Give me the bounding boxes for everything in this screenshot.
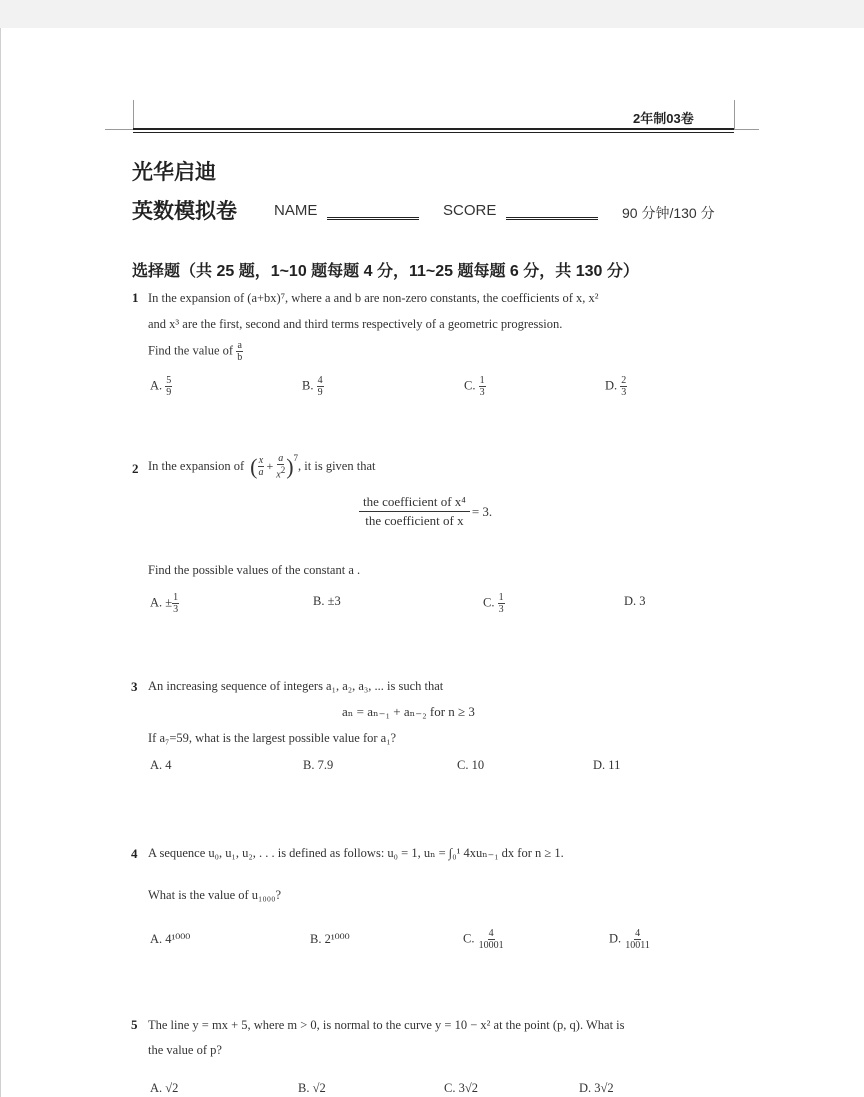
question-text-line: A sequence u₀, u₁, u₂, . . . is defined as follows: u₀ = 1, uₙ = ∫₀¹ 4xuₙ₋₁ dx for n ≥ 1.: [148, 846, 564, 860]
option-label: A.: [150, 1081, 163, 1095]
name-label: NAME: [274, 202, 318, 219]
score-blank: [506, 214, 598, 220]
answer-option-a[interactable]: [150, 1081, 178, 1096]
option-label: D.: [624, 594, 637, 608]
option-label: A.: [150, 595, 163, 610]
question-prompt: In the expansion of: [148, 459, 245, 474]
option-value: 3√2: [458, 1081, 478, 1095]
fraction-numerator: a: [237, 340, 242, 351]
option-fraction: [498, 592, 505, 615]
option-value: 7.9: [317, 758, 334, 772]
option-value: 4: [165, 758, 172, 772]
option-label: B.: [298, 1081, 310, 1095]
question-text-line: The line y = mx + 5, where m > 0, is normal to the curve y = 10 − x² at the point (p, q). What is: [148, 1018, 625, 1032]
answer-option-a[interactable]: [150, 375, 172, 398]
answer-option-d[interactable]: [605, 375, 627, 398]
fraction-numerator: 5: [166, 375, 172, 386]
fraction-denominator: 10011: [625, 940, 650, 951]
school-name: 光华启迪: [132, 161, 216, 184]
fraction-numerator: 4: [635, 928, 641, 939]
fraction-denominator: 9: [166, 387, 172, 398]
option-label: C.: [457, 758, 469, 772]
option-label: B.: [313, 594, 325, 608]
answer-option-d[interactable]: [624, 594, 646, 609]
fraction-denominator: 3: [498, 604, 504, 615]
option-label: C.: [463, 931, 475, 946]
option-label: A.: [150, 758, 163, 772]
fraction-numerator: 1: [498, 592, 504, 603]
fraction-a-over-b: [236, 340, 243, 363]
running-header: 2年制03卷: [633, 111, 694, 126]
option-value: 4¹⁰⁰⁰: [165, 932, 191, 946]
option-label: C.: [444, 1081, 456, 1095]
fraction-numerator: 2: [621, 375, 627, 386]
option-value: 10: [471, 758, 485, 772]
header-rule-thick: [133, 128, 734, 130]
coefficient-ratio-formula: [359, 494, 492, 529]
formula-numerator: the coefficient of x⁴: [359, 494, 470, 512]
formula-denominator: the coefficient of x: [365, 513, 464, 528]
fraction-numerator: 1: [479, 375, 485, 386]
answer-option-a[interactable]: [150, 592, 179, 615]
fraction-denominator: 3: [621, 387, 627, 398]
question-prompt: Find the value of: [148, 343, 234, 358]
answer-option-c[interactable]: [457, 758, 484, 773]
option-label: C.: [483, 595, 495, 610]
answer-option-d[interactable]: [593, 758, 620, 773]
question-number: 2: [132, 461, 139, 476]
option-label: A.: [150, 932, 163, 946]
name-blank: [327, 214, 419, 220]
crop-mark-right-horizontal: [735, 129, 759, 130]
option-label: B.: [310, 932, 322, 946]
answer-option-c[interactable]: [464, 375, 486, 398]
fraction-numerator: 4: [488, 928, 494, 939]
question-text-line: An increasing sequence of integers a₁, a₂, a₃, ... is such that: [148, 679, 444, 693]
question-number: 4: [131, 846, 138, 861]
answer-option-a[interactable]: [150, 758, 172, 773]
option-value: 11: [608, 758, 621, 772]
question-text-line: and x³ are the first, second and third terms respectively of a geometric progression.: [148, 317, 563, 331]
fraction-denominator: 3: [479, 387, 485, 398]
option-label: D.: [605, 378, 618, 393]
option-value: 3√2: [594, 1081, 614, 1095]
option-label: D.: [593, 758, 606, 772]
answer-option-c[interactable]: [483, 592, 505, 615]
option-value: √2: [312, 1081, 326, 1095]
option-label: D.: [579, 1081, 592, 1095]
header-rule-thin: [133, 132, 734, 133]
time-and-total-score: 90 分钟/130 分: [622, 205, 715, 221]
option-value: √2: [165, 1081, 179, 1095]
question-number: 1: [132, 290, 139, 305]
option-fraction: [478, 928, 505, 951]
option-value: ±3: [327, 594, 341, 608]
option-fraction: [165, 375, 172, 398]
question-text-line: In the expansion of (a+bx)⁷, where a and b are non-zero constants, the coefficients of x, x²: [148, 291, 599, 305]
fraction-denominator: 10001: [478, 940, 504, 951]
question-text-line: the value of p?: [148, 1043, 222, 1057]
answer-option-c[interactable]: [463, 928, 505, 951]
option-fraction: [620, 375, 627, 398]
option-label: A.: [150, 378, 163, 393]
fraction-numerator: 4: [317, 375, 323, 386]
fraction-numerator: 1: [173, 592, 179, 603]
question-number: 3: [131, 679, 138, 694]
option-label: C.: [464, 378, 476, 393]
answer-option-d[interactable]: [609, 928, 651, 951]
answer-option-d[interactable]: [579, 1081, 614, 1096]
option-sign: ±: [165, 595, 173, 610]
answer-option-c[interactable]: [444, 1081, 478, 1096]
answer-option-a[interactable]: [150, 931, 190, 947]
option-fraction: [172, 592, 179, 615]
option-label: B.: [303, 758, 315, 772]
question-text-line: [148, 453, 375, 480]
answer-option-b[interactable]: [302, 375, 324, 398]
exam-title: 英数模拟卷: [132, 200, 237, 223]
option-label: B.: [302, 378, 314, 393]
question-text-line: What is the value of u₁₀₀₀?: [148, 888, 282, 902]
fraction-denominator: 9: [317, 387, 323, 398]
answer-option-b[interactable]: [298, 1081, 326, 1096]
fraction-denominator: 3: [173, 604, 179, 615]
binomial-expression: ( $\frac{x}{a}$ + $\frac{a}{x^2}$ ) $^7$: [250, 453, 299, 481]
fraction-denominator: b: [237, 352, 243, 363]
option-value: 2¹⁰⁰⁰: [324, 932, 350, 946]
question-text-line: [148, 340, 243, 363]
crop-mark-right-vertical: [734, 100, 735, 130]
option-fraction: [317, 375, 324, 398]
option-fraction: [479, 375, 486, 398]
crop-mark-left-horizontal: [105, 129, 133, 130]
question-text-line: Find the possible values of the constant a .: [148, 563, 361, 577]
option-label: D.: [609, 931, 622, 946]
question-prompt-continued: , it is given that: [298, 459, 376, 474]
answer-option-b[interactable]: [303, 758, 333, 773]
section-heading: 选择题（共 25 题，1~10 题每题 4 分，11~25 题每题 6 分，共 130 分）: [132, 263, 639, 280]
answer-option-b[interactable]: [313, 594, 341, 609]
option-value: 3: [639, 594, 646, 608]
crop-mark-left-vertical: [133, 100, 134, 130]
formula-rhs: = 3.: [471, 503, 493, 519]
score-label: SCORE: [443, 202, 497, 219]
recurrence-formula: aₙ = aₙ₋₁ + aₙ₋₂ for n ≥ 3: [342, 704, 475, 719]
question-text-line: If a₇=59, what is the largest possible value for a₁?: [148, 731, 397, 745]
question-number: 5: [131, 1017, 138, 1032]
answer-option-b[interactable]: [310, 931, 350, 947]
exam-page: [0, 28, 864, 1097]
option-fraction: [624, 928, 651, 951]
